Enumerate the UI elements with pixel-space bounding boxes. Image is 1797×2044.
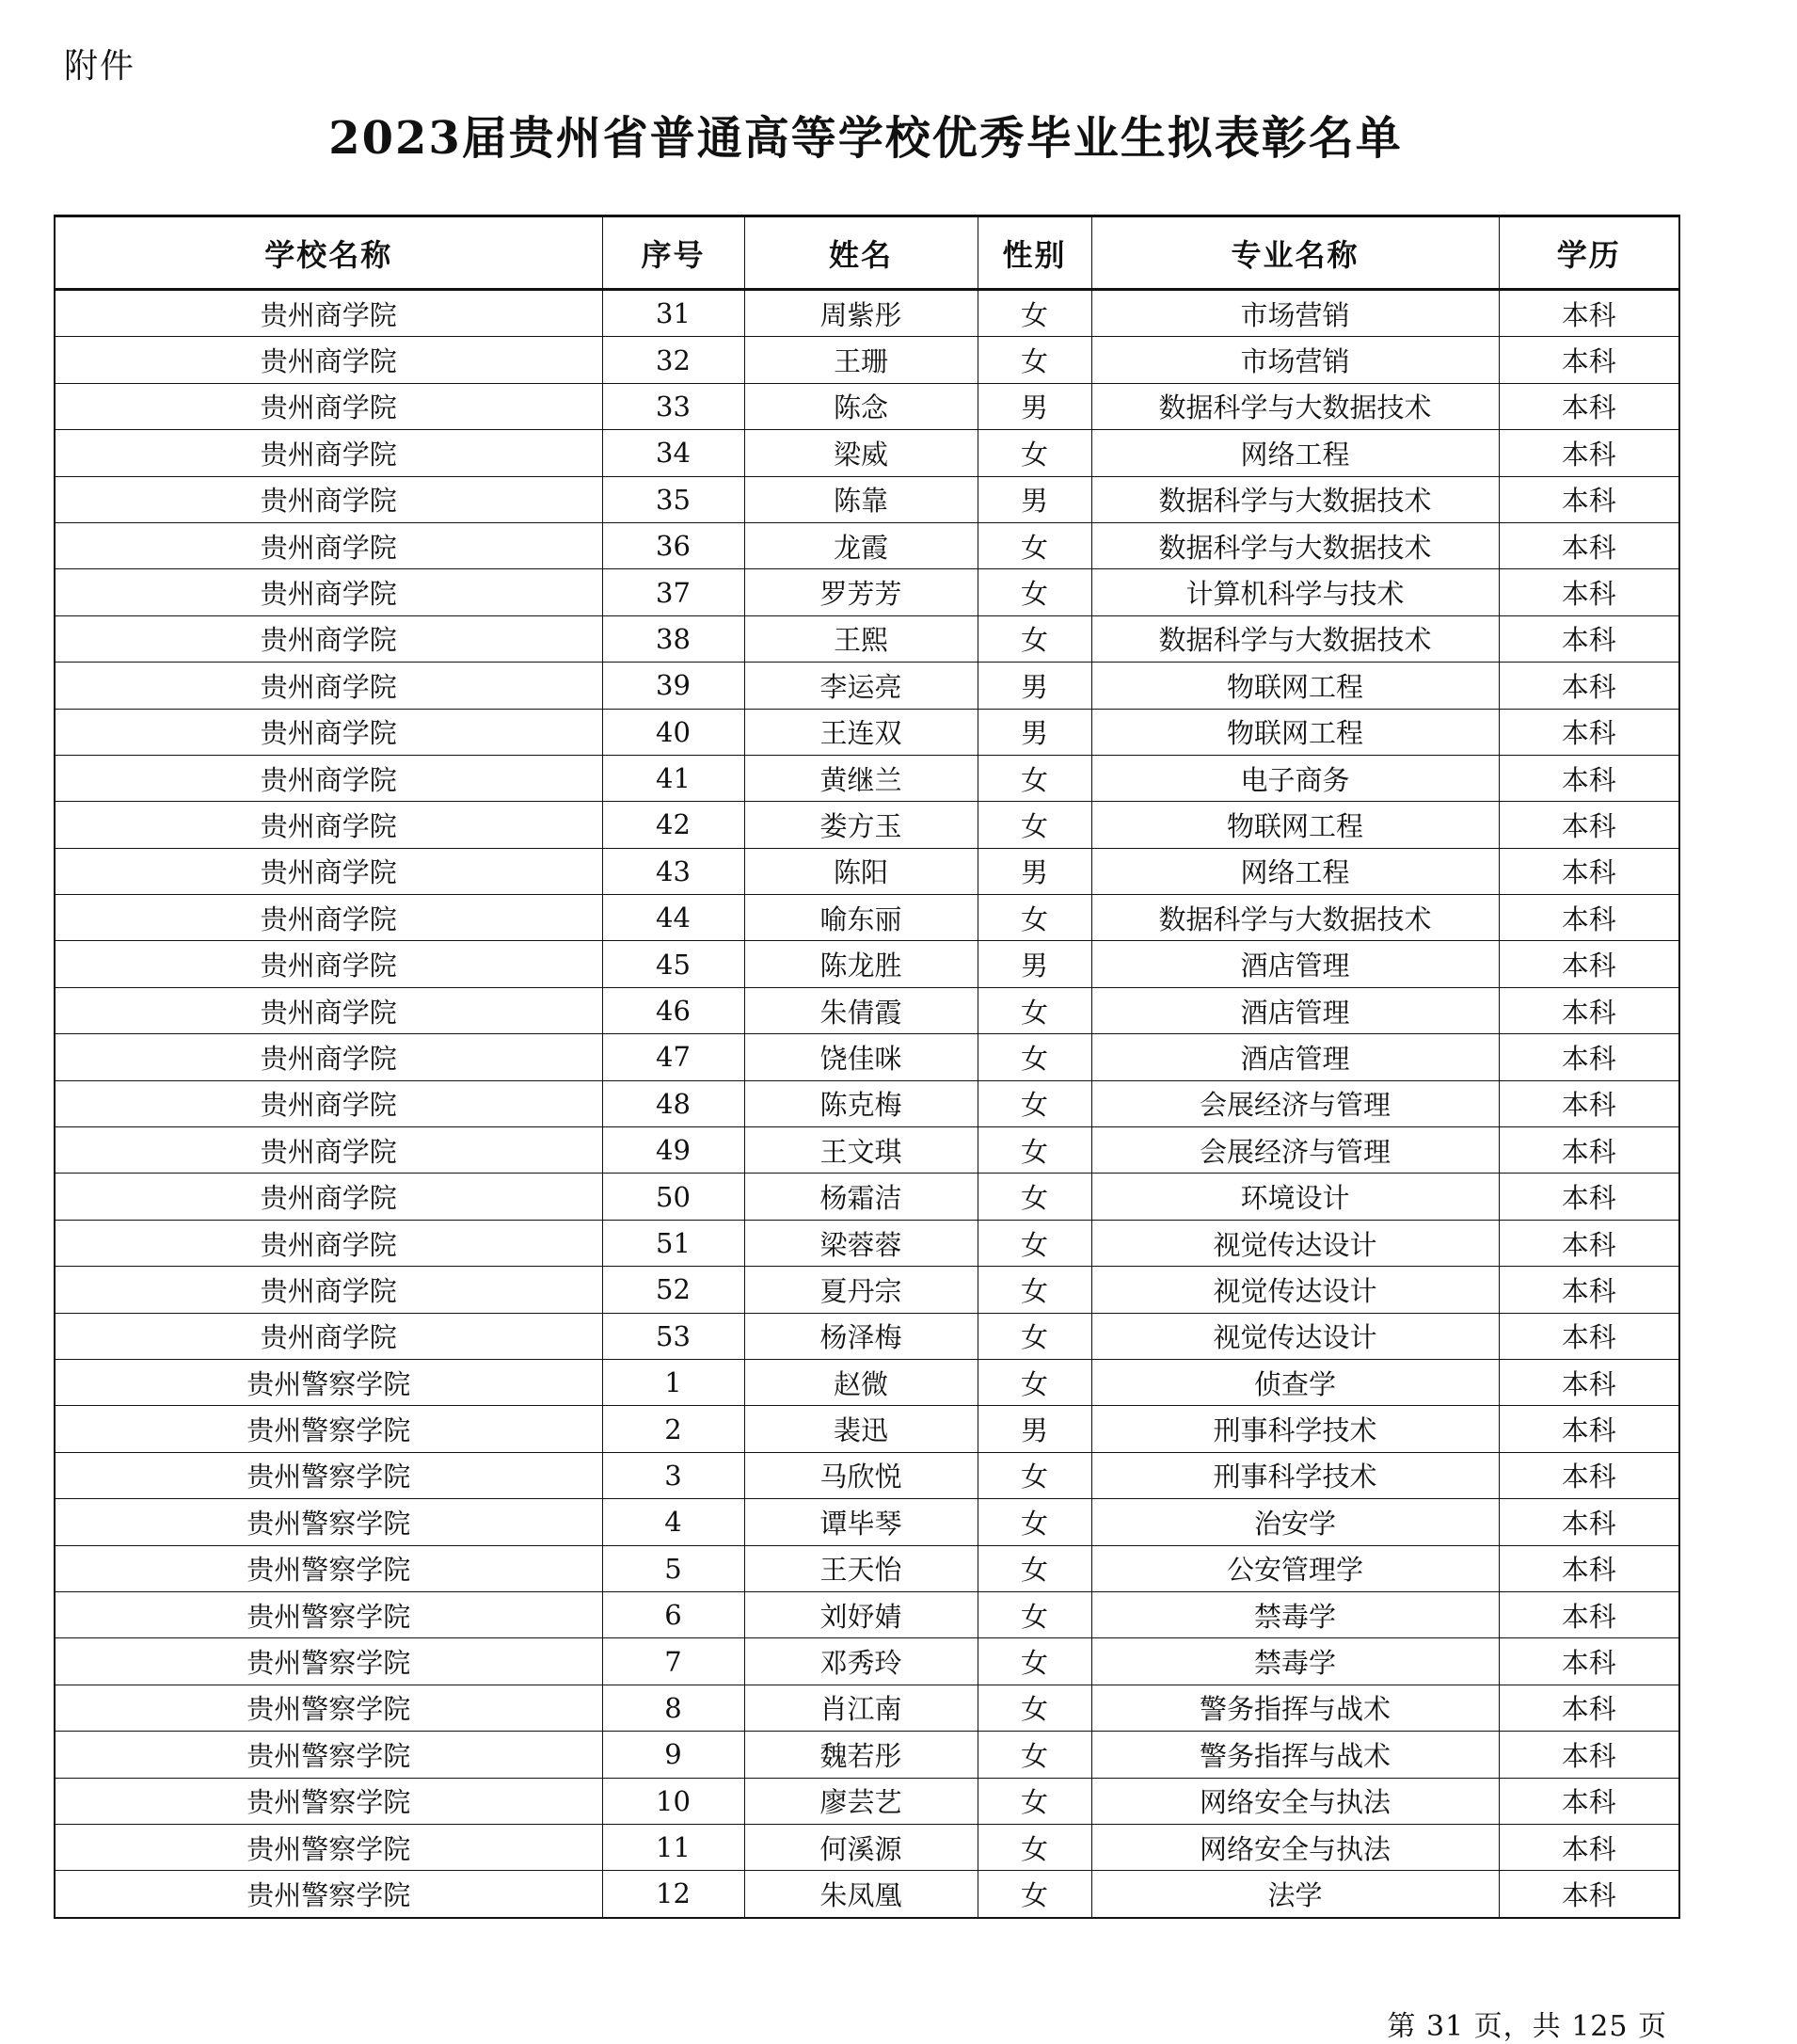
school-name-cell: 贵州商学院 (55, 1220, 602, 1266)
table-row (55, 1778, 1679, 1824)
name-cell: 廖芸艺 (744, 1778, 978, 1824)
table-row (55, 895, 1679, 941)
serial-number-cell: 43 (602, 848, 744, 894)
degree-cell: 本科 (1561, 1878, 1616, 1911)
major-cell: 法学 (1091, 1871, 1499, 1918)
name-cell: 王天怡 (744, 1545, 978, 1591)
gender-cell: 女 (978, 1824, 1091, 1870)
table-row (55, 1824, 1679, 1870)
gender-cell: 男 (978, 709, 1091, 755)
table-row (55, 1174, 1679, 1220)
degree-cell: 本科 (1499, 1499, 1679, 1545)
major-cell: 网络工程 (1091, 430, 1499, 476)
major-cell: 物联网工程 (1091, 663, 1499, 709)
name-cell: 陈阳 (744, 848, 978, 894)
table-row (55, 430, 1679, 476)
degree-cell: 本科 (1499, 755, 1679, 801)
name-cell: 陈龙胜 (744, 941, 978, 987)
table-row (55, 569, 1679, 615)
major-cell: 数据科学与大数据技术 (1091, 895, 1499, 941)
name-cell: 陈念 (744, 383, 978, 429)
table-row (55, 941, 1679, 987)
table-row (55, 290, 1679, 337)
gender-cell: 男 (978, 1406, 1091, 1452)
name-cell: 杨霜洁 (744, 1174, 978, 1220)
serial-number-cell: 40 (602, 709, 744, 755)
table-row (55, 1080, 1679, 1126)
school-name-cell: 贵州商学院 (55, 1127, 602, 1174)
school-name-cell: 贵州商学院 (55, 709, 602, 755)
school-name-cell: 贵州警察学院 (55, 1685, 602, 1731)
major-cell: 禁毒学 (1091, 1638, 1499, 1685)
gender-cell: 女 (978, 1732, 1091, 1778)
table-row (55, 337, 1679, 383)
table-row (55, 1406, 1679, 1452)
major-cell: 警务指挥与战术 (1091, 1732, 1499, 1778)
name-cell: 陈靠 (744, 476, 978, 522)
gender-cell: 女 (978, 755, 1091, 801)
name-cell: 王熙 (744, 615, 978, 662)
serial-number-cell: 34 (602, 430, 744, 476)
degree-cell: 本科 (1499, 941, 1679, 987)
degree-cell: 本科 (1499, 1824, 1679, 1870)
major-cell: 酒店管理 (1091, 987, 1499, 1033)
table-row (55, 1685, 1679, 1731)
table-row (55, 615, 1679, 662)
major-cell: 网络安全与执法 (1091, 1824, 1499, 1870)
serial-number-cell: 7 (602, 1638, 744, 1685)
school-name-cell: 贵州警察学院 (55, 1452, 602, 1498)
major-cell: 物联网工程 (1091, 802, 1499, 848)
serial-number-cell: 8 (602, 1685, 744, 1731)
name-cell: 龙霞 (744, 522, 978, 568)
name-cell: 王连双 (744, 709, 978, 755)
degree-cell: 本科 (1499, 1220, 1679, 1266)
major-cell: 视觉传达设计 (1091, 1267, 1499, 1313)
gender-cell: 女 (978, 1034, 1091, 1080)
degree-cell: 本科 (1499, 1638, 1679, 1685)
school-name-cell: 贵州商学院 (55, 663, 602, 709)
school-name-cell: 贵州警察学院 (55, 1778, 602, 1824)
school-name-cell: 贵州警察学院 (55, 1871, 602, 1918)
school-name-cell: 贵州商学院 (55, 476, 602, 522)
serial-number-cell: 48 (602, 1080, 744, 1126)
major-cell: 公安管理学 (1091, 1545, 1499, 1591)
school-name-cell: 贵州商学院 (55, 337, 602, 383)
degree-header: 学历 (1499, 216, 1679, 290)
name-cell: 陈克梅 (744, 1080, 978, 1126)
table-row (55, 522, 1679, 568)
table-row (55, 1313, 1679, 1359)
serial-number-cell: 50 (602, 1174, 744, 1220)
name-cell: 夏丹宗 (744, 1267, 978, 1313)
serial-number-cell: 46 (602, 987, 744, 1033)
degree-cell: 本科 (1499, 848, 1679, 894)
degree-cell: 本科 (1499, 290, 1679, 337)
gender-cell: 女 (978, 1267, 1091, 1313)
table-row (55, 1591, 1679, 1637)
school-name-cell: 贵州商学院 (55, 569, 602, 615)
name-cell: 黄继兰 (744, 755, 978, 801)
serial-number-cell: 11 (602, 1824, 744, 1870)
gender-cell: 男 (978, 663, 1091, 709)
serial-number-cell: 31 (602, 290, 744, 337)
table-row (55, 1545, 1679, 1591)
school-name-cell: 贵州商学院 (55, 522, 602, 568)
degree-cell: 本科 (1499, 337, 1679, 383)
major-cell: 市场营销 (1091, 290, 1499, 337)
major-cell: 数据科学与大数据技术 (1091, 615, 1499, 662)
major-cell: 计算机科学与技术 (1091, 569, 1499, 615)
table-row (55, 383, 1679, 429)
major-cell: 网络安全与执法 (1091, 1778, 1499, 1824)
major-cell: 禁毒学 (1091, 1591, 1499, 1637)
degree-cell: 本科 (1499, 1359, 1679, 1405)
name-cell: 肖江南 (744, 1685, 978, 1731)
serial-number-cell: 35 (602, 476, 744, 522)
major-cell: 酒店管理 (1091, 941, 1499, 987)
serial-number-header: 序号 (602, 216, 744, 290)
table-row (55, 709, 1679, 755)
major-cell: 视觉传达设计 (1091, 1220, 1499, 1266)
school-name-header: 学校名称 (55, 216, 602, 290)
serial-number-cell: 53 (602, 1313, 744, 1359)
attachment-label: 附件 (64, 47, 136, 86)
gender-cell: 女 (978, 569, 1091, 615)
school-name-cell: 贵州警察学院 (55, 1406, 602, 1452)
table-row (55, 848, 1679, 894)
school-name-cell: 贵州商学院 (55, 848, 602, 894)
degree-cell: 本科 (1499, 1313, 1679, 1359)
degree-cell: 本科 (1499, 615, 1679, 662)
school-name-cell: 贵州警察学院 (55, 1545, 602, 1591)
name-cell: 何溪源 (744, 1824, 978, 1870)
degree-cell: 本科 (1499, 522, 1679, 568)
gender-cell: 女 (978, 1591, 1091, 1637)
gender-cell: 女 (978, 1499, 1091, 1545)
school-name-cell: 贵州商学院 (55, 895, 602, 941)
major-cell: 刑事科学技术 (1091, 1406, 1499, 1452)
major-cell: 环境设计 (1091, 1174, 1499, 1220)
gender-cell: 女 (978, 987, 1091, 1033)
major-cell: 电子商务 (1091, 755, 1499, 801)
school-name-cell: 贵州商学院 (55, 383, 602, 429)
degree-cell: 本科 (1499, 802, 1679, 848)
gender-cell: 女 (978, 895, 1091, 941)
gender-cell: 女 (978, 802, 1091, 848)
gender-cell: 女 (978, 1685, 1091, 1731)
degree-cell: 本科 (1499, 1127, 1679, 1174)
name-cell: 邓秀玲 (744, 1638, 978, 1685)
name-cell: 赵微 (744, 1359, 978, 1405)
name-cell: 谭毕琴 (744, 1499, 978, 1545)
table-header-row (55, 216, 1679, 290)
table-body (55, 290, 1679, 1918)
name-cell: 李运亮 (744, 663, 978, 709)
honoree-table (54, 215, 1680, 1919)
serial-number-cell: 41 (602, 755, 744, 801)
gender-cell: 女 (978, 1127, 1091, 1174)
school-name-cell: 贵州商学院 (55, 1267, 602, 1313)
major-cell: 物联网工程 (1091, 709, 1499, 755)
table-row (55, 663, 1679, 709)
table-row (55, 1732, 1679, 1778)
table-row (55, 1359, 1679, 1405)
page-title: 2023届贵州省普通高等学校优秀毕业生拟表彰名单 (328, 112, 1403, 165)
degree-cell: 本科 (1499, 709, 1679, 755)
table-row (55, 1034, 1679, 1080)
name-cell: 魏若彤 (744, 1732, 978, 1778)
degree-cell: 本科 (1499, 987, 1679, 1033)
table-row (55, 476, 1679, 522)
degree-cell: 本科 (1499, 1406, 1679, 1452)
serial-number-cell: 39 (602, 663, 744, 709)
degree-cell: 本科 (1499, 663, 1679, 709)
table-row (55, 1127, 1679, 1174)
table-row (55, 1871, 1679, 1918)
serial-number-cell: 6 (602, 1591, 744, 1637)
degree-cell: 本科 (1499, 476, 1679, 522)
table-row (55, 1499, 1679, 1545)
major-cell: 数据科学与大数据技术 (1091, 383, 1499, 429)
name-cell: 裴迅 (744, 1406, 978, 1452)
table-row (55, 1452, 1679, 1498)
major-cell: 侦查学 (1091, 1359, 1499, 1405)
name-cell: 周紫彤 (744, 290, 978, 337)
major-cell: 会展经济与管理 (1091, 1080, 1499, 1126)
name-cell: 刘妤婧 (744, 1591, 978, 1637)
gender-cell: 男 (978, 476, 1091, 522)
gender-cell: 女 (978, 337, 1091, 383)
name-cell: 马欣悦 (744, 1452, 978, 1498)
degree-cell: 本科 (1499, 1034, 1679, 1080)
serial-number-cell: 44 (602, 895, 744, 941)
major-header: 专业名称 (1091, 216, 1499, 290)
degree-cell: 本科 (1499, 1174, 1679, 1220)
name-cell: 喻东丽 (744, 895, 978, 941)
school-name-cell: 贵州商学院 (55, 941, 602, 987)
school-name-cell: 贵州警察学院 (55, 1359, 602, 1405)
major-cell: 酒店管理 (1091, 1034, 1499, 1080)
major-cell: 数据科学与大数据技术 (1091, 522, 1499, 568)
serial-number-cell: 49 (602, 1127, 744, 1174)
serial-number-cell: 5 (602, 1545, 744, 1591)
serial-number-cell: 45 (602, 941, 744, 987)
degree-cell: 本科 (1499, 1545, 1679, 1591)
degree-cell: 本科 (1499, 1778, 1679, 1824)
school-name-cell: 贵州商学院 (55, 1313, 602, 1359)
major-cell: 网络工程 (1091, 848, 1499, 894)
degree-cell: 本科 (1499, 1080, 1679, 1126)
gender-cell: 女 (978, 522, 1091, 568)
serial-number-cell: 51 (602, 1220, 744, 1266)
gender-cell: 女 (978, 430, 1091, 476)
table-row (55, 755, 1679, 801)
name-cell: 朱凤凰 (744, 1871, 978, 1918)
serial-number-cell: 36 (602, 522, 744, 568)
table-row (55, 802, 1679, 848)
major-cell: 会展经济与管理 (1091, 1127, 1499, 1174)
degree-cell: 本科 (1499, 383, 1679, 429)
serial-number-cell: 9 (602, 1732, 744, 1778)
school-name-cell: 贵州商学院 (55, 1174, 602, 1220)
major-cell: 视觉传达设计 (1091, 1313, 1499, 1359)
gender-header: 性别 (978, 216, 1091, 290)
school-name-cell: 贵州警察学院 (55, 1638, 602, 1685)
serial-number-cell: 42 (602, 802, 744, 848)
serial-number-cell: 52 (602, 1267, 744, 1313)
degree-cell: 本科 (1499, 1452, 1679, 1498)
gender-cell: 女 (978, 1778, 1091, 1824)
major-cell: 治安学 (1091, 1499, 1499, 1545)
gender-cell: 女 (978, 1220, 1091, 1266)
school-name-cell: 贵州商学院 (55, 430, 602, 476)
gender-cell: 女 (978, 1638, 1091, 1685)
gender-cell: 女 (978, 1452, 1091, 1498)
serial-number-cell: 1 (602, 1359, 744, 1405)
degree-cell: 本科 (1499, 430, 1679, 476)
serial-number-cell: 37 (602, 569, 744, 615)
school-name-cell: 贵州警察学院 (55, 1824, 602, 1870)
school-name-cell: 贵州警察学院 (55, 1499, 602, 1545)
table-row (55, 1638, 1679, 1685)
school-name-cell: 贵州商学院 (55, 1034, 602, 1080)
degree-cell: 本科 (1499, 1267, 1679, 1313)
degree-cell: 本科 (1499, 569, 1679, 615)
school-name-cell: 贵州警察学院 (55, 1591, 602, 1637)
table-header (55, 216, 1679, 290)
name-cell: 饶佳咪 (744, 1034, 978, 1080)
serial-number-cell: 2 (602, 1406, 744, 1452)
serial-number-cell: 47 (602, 1034, 744, 1080)
gender-cell: 女 (978, 1080, 1091, 1126)
gender-cell: 女 (978, 1871, 1091, 1918)
school-name-cell: 贵州商学院 (55, 1080, 602, 1126)
name-cell: 娄方玉 (744, 802, 978, 848)
serial-number-cell: 33 (602, 383, 744, 429)
serial-number-cell: 12 (602, 1871, 744, 1918)
major-cell: 市场营销 (1091, 337, 1499, 383)
name-cell: 梁蓉蓉 (744, 1220, 978, 1266)
gender-cell: 男 (978, 848, 1091, 894)
table-row (55, 1267, 1679, 1313)
table-row (55, 1220, 1679, 1266)
name-cell: 梁威 (744, 430, 978, 476)
serial-number-cell: 32 (602, 337, 744, 383)
school-name-cell: 贵州商学院 (55, 290, 602, 337)
major-cell: 刑事科学技术 (1091, 1452, 1499, 1498)
gender-cell: 女 (978, 615, 1091, 662)
name-cell: 朱倩霞 (744, 987, 978, 1033)
gender-cell: 女 (978, 290, 1091, 337)
school-name-cell: 贵州商学院 (55, 615, 602, 662)
school-name-cell: 贵州警察学院 (55, 1732, 602, 1778)
name-cell: 王文琪 (744, 1127, 978, 1174)
serial-number-cell: 4 (602, 1499, 744, 1545)
name-cell: 罗芳芳 (744, 569, 978, 615)
gender-cell: 女 (978, 1359, 1091, 1405)
degree-cell: 本科 (1499, 895, 1679, 941)
page-number: 第 31 页，共 125 页 (1387, 2010, 1667, 2043)
major-cell: 数据科学与大数据技术 (1091, 476, 1499, 522)
school-name-cell: 贵州商学院 (55, 987, 602, 1033)
school-name-cell: 贵州商学院 (55, 755, 602, 801)
gender-cell: 女 (978, 1545, 1091, 1591)
gender-cell: 男 (978, 941, 1091, 987)
gender-cell: 男 (978, 383, 1091, 429)
serial-number-cell: 3 (602, 1452, 744, 1498)
degree-cell: 本科 (1499, 1685, 1679, 1731)
name-header: 姓名 (744, 216, 978, 290)
gender-cell: 女 (978, 1174, 1091, 1220)
serial-number-cell: 38 (602, 615, 744, 662)
school-name-cell: 贵州商学院 (55, 802, 602, 848)
name-cell: 杨泽梅 (744, 1313, 978, 1359)
major-cell: 警务指挥与战术 (1091, 1685, 1499, 1731)
degree-cell: 本科 (1499, 1591, 1679, 1637)
degree-cell: 本科 (1499, 1732, 1679, 1778)
table-row (55, 987, 1679, 1033)
serial-number-cell: 10 (602, 1778, 744, 1824)
name-cell: 王珊 (744, 337, 978, 383)
gender-cell: 女 (978, 1313, 1091, 1359)
